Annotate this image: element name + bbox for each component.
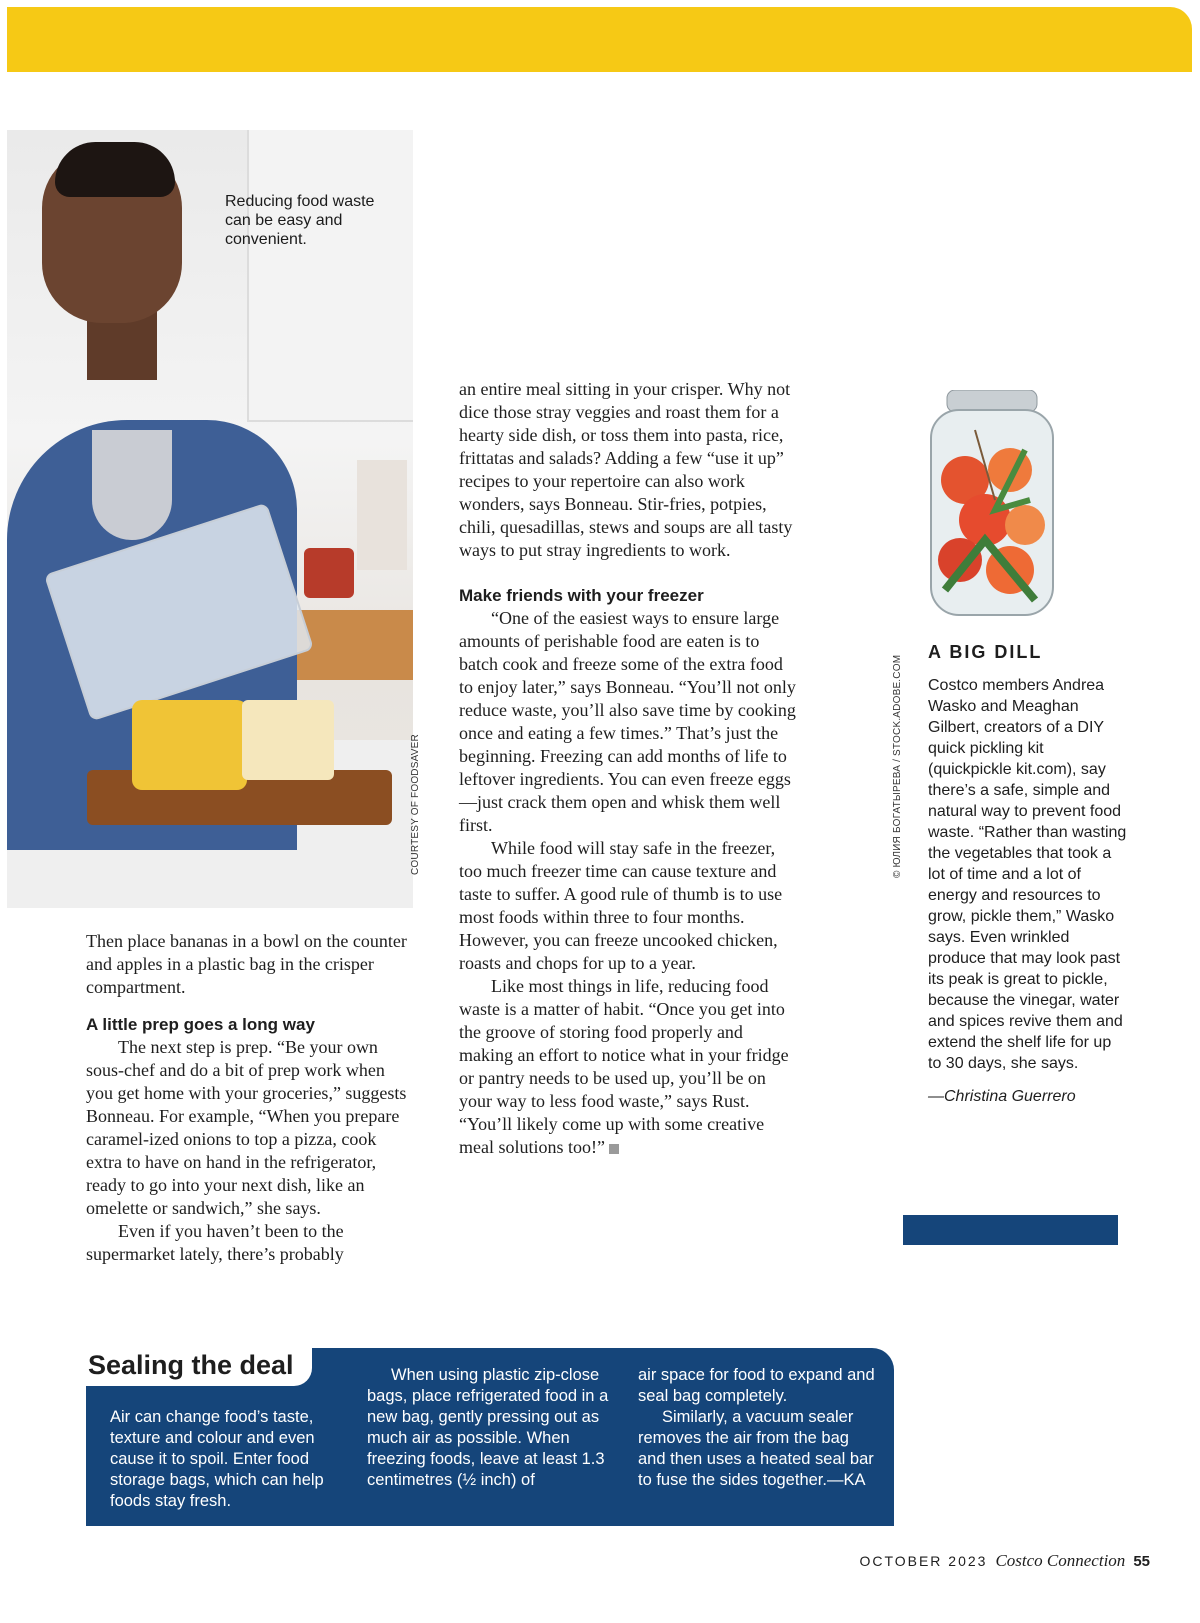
- left-column: [86, 930, 416, 1266]
- middle-paragraph-1: an entire meal sitting in your crisper. Why not dice those stray veggies and roast them for a hearty side dish, or toss them into pasta, rice, frittatas and salads? Adding a few “use it up” recipes to your repertoire can also work wonders, says Bonneau. Stir-fries, potpies, chili, quesadillas, stews and soups are all tasty ways to put stray ingredients to work.: [459, 379, 793, 560]
- middle-paragraph-2: “One of the easiest ways to ensure large amounts of perishable food are eaten is to batch cook and freeze some of the extra food to enjoy later,” says Bonneau. “You’ll not only reduce waste, you’ll also save time by cooking once and eating a few times.” That’s just the beginning. Freezing can add months of life to leftover ingredients. You can even freeze eggs—just crack them open and whisk them well first.: [459, 608, 796, 835]
- page-number: 55: [1133, 1553, 1150, 1570]
- cheese-wedge: [132, 700, 247, 790]
- plant-pot: [357, 460, 407, 570]
- middle-paragraph-3: While food will stay safe in the freezer, too much freezer time can cause texture and taste to suffer. A good rule of thumb is to use most foods within three to four months. However, you can freeze uncooked chicken, roasts and chops for up to a year.: [459, 838, 783, 973]
- end-mark-icon: [609, 1144, 619, 1154]
- kitchen-cabinet: [247, 130, 413, 422]
- box-col1-text: Air can change food’s taste, texture and colour and even cause it to spoil. Enter food storage bags, which can help foods stay fresh.: [110, 1408, 324, 1510]
- footer-month: OCTOBER 2023: [859, 1553, 988, 1569]
- box-column-3: [638, 1365, 878, 1491]
- top-banner-bar: [7, 7, 1192, 72]
- box-col3b-text: Similarly, a vacuum sealer removes the air from the bag and then uses a heated seal bar to fuse the sides together.—KA: [638, 1408, 874, 1489]
- box-title: Sealing the deal: [88, 1350, 294, 1380]
- cheese-block: [242, 700, 334, 780]
- sidebar-author: —Christina Guerrero: [928, 1088, 1076, 1105]
- middle-paragraph-4: Like most things in life, reducing food waste is a matter of habit. “Once you get into the groove of storing food properly and making an effort to notice what in your fridge or pantry needs to be used up, you’ll be on your way to less food waste,” says Rust. “You’ll likely come up with some creative meal solutions too!”: [459, 976, 789, 1157]
- sidebar-title: A BIG DILL: [928, 642, 1043, 662]
- pickle-jar-illustration: [925, 390, 1060, 620]
- page-footer: [859, 1551, 1150, 1571]
- photo-credit: COURTESY OF FOODSAVER: [410, 734, 421, 875]
- middle-column: [459, 378, 797, 1159]
- sidebar-body: Costco members Andrea Wasko and Meaghan Gilbert, creators of a DIY quick pickling kit (quickpickle kit.com), say there’s a safe, simple and natural way to prevent food waste. “Rather than wasting the vegetables that took a lot of time and a lot of energy and resources to grow, pickle them,” Wasko says. Even wrinkled produce that may look past its peak is great to pickle, because the vinegar, water and spices revive them and extend the shelf life for up to 30 days, she says.: [928, 677, 1127, 1072]
- left-paragraph-3: Even if you haven’t been to the supermarket lately, there’s probably: [86, 1221, 344, 1264]
- red-candle: [304, 548, 354, 598]
- section-heading-prep: A little prep goes a long way: [86, 1015, 315, 1034]
- sidebar-accent-bar: [903, 1215, 1118, 1245]
- box-col3a-text: air space for food to expand and seal bag completely.: [638, 1366, 875, 1405]
- sidebar-a-big-dill: [928, 642, 1128, 1107]
- section-heading-freezer: Make friends with your freezer: [459, 586, 704, 605]
- box-col2-text: When using plastic zip-close bags, place refrigerated food in a new bag, gently pressing out as much air as possible. When freezing foods, leave at least 1.3 centimetres (½ inch) of: [367, 1366, 609, 1489]
- jar-credit: © ЮЛИЯ БОГАТЫРЕВА / STOCK.ADOBE.COM: [892, 654, 903, 878]
- footer-magazine: Costco Connection: [995, 1551, 1126, 1570]
- grey-tshirt: [92, 430, 172, 540]
- box-column-1: [110, 1407, 350, 1512]
- photo-caption: Reducing food waste can be easy and convenient.: [225, 193, 375, 248]
- hair: [55, 142, 175, 197]
- left-paragraph-2: The next step is prep. “Be your own sous-chef and do a bit of prep work when you get home with your groceries,” suggests Bonneau. For example, “When you prepare caramel-ized onions to top a pizza, cook extra to have on hand in the refrigerator, ready to go into your next dish, like an omelette or sandwich,” she says.: [86, 1037, 407, 1218]
- box-column-2: [367, 1365, 617, 1491]
- left-paragraph-1: Then place bananas in a bowl on the counter and apples in a plastic bag in the crisper compartment.: [86, 931, 407, 997]
